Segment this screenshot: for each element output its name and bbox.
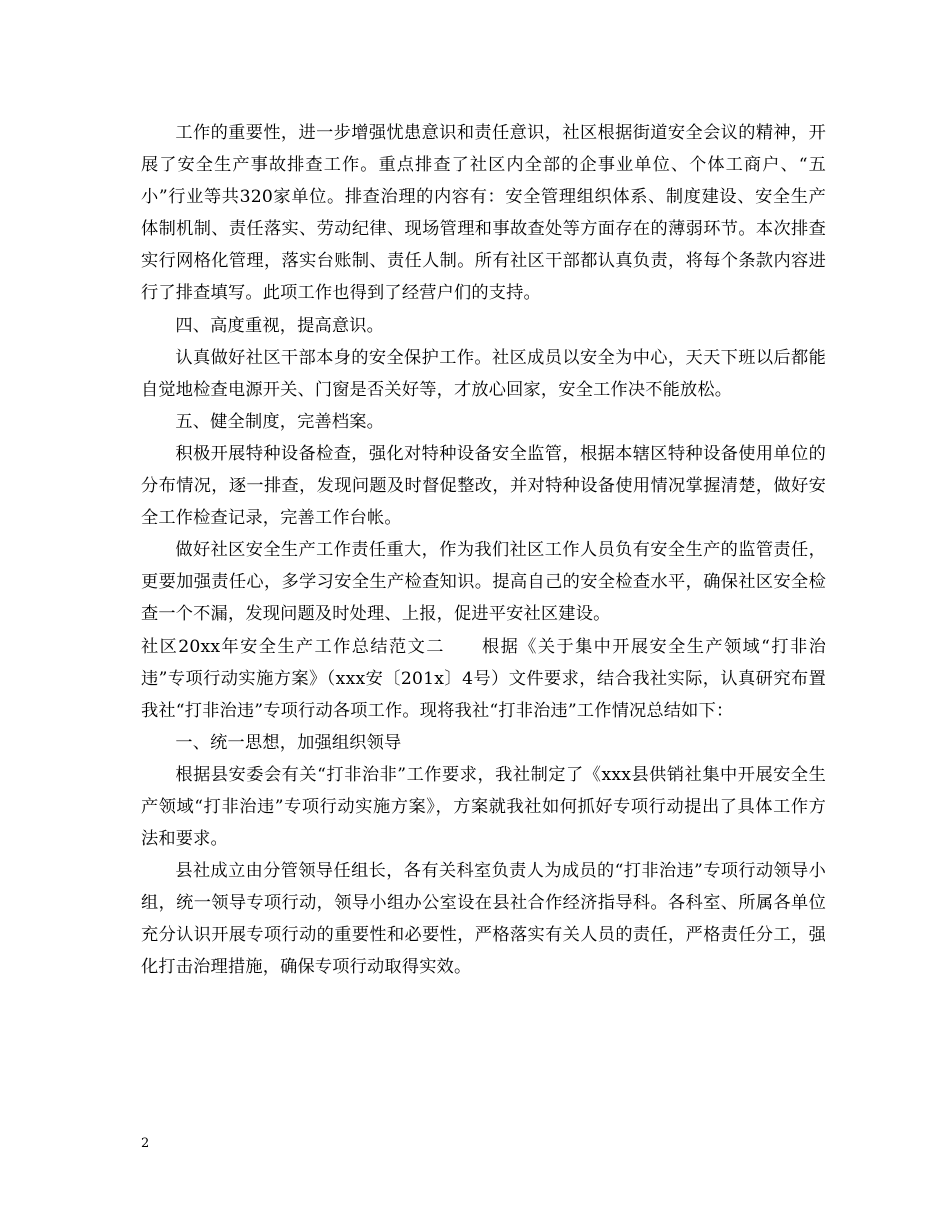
paragraph-3: 积极开展特种设备检查，强化对特种设备安全监管，根据本辖区特种设备使用单位的分布情况，逐一排查，发现问题及时督促整改，并对特种设备使用情况掌握清楚，做好安全工作检查记录，完善工作台帐。: [141, 443, 826, 529]
document-body: [141, 117, 826, 984]
paragraph-5: 社区20xx年安全生产工作总结范文二 根据《关于集中开展安全生产领域“打非治违”专项行动实施方案》（xxx安〔201x〕4号）文件要求，结合我社实际，认真研究布置我社“打非治违”专项行动各项工作。现将我社“打非治违”工作情况总结如下：: [141, 636, 826, 721]
heading-section-5: 五、健全制度，完善档案。: [175, 411, 385, 432]
paragraph-1: 工作的重要性，进一步增强忧患意识和责任意识，社区根据街道安全会议的精神，开展了安全生产事故排查工作。重点排查了社区内全部的企事业单位、个体工商户、“五小”行业等共320家单位。排查治理的内容有：安全管理组织体系、制度建设、安全生产体制机制、责任落实、劳动纪律、现场管理和事故查处等方面存在的薄弱环节。本次排查实行网格化管理，落实台账制、责任人制。所有社区干部都认真负责，将每个条款内容进行了排查填写。此项工作也得到了经营户们的支持。: [141, 123, 826, 304]
heading-section-4: 四、高度重视，提高意识。: [175, 315, 385, 336]
paragraph-2: 认真做好社区干部本身的安全保护工作。社区成员以安全为中心，天天下班以后都能自觉地检查电源开关、门窗是否关好等，才放心回家，安全工作决不能放松。: [141, 347, 826, 400]
paragraph-7: 县社成立由分管领导任组长，各有关科室负责人为成员的“打非治违”专项行动领导小组，统一领导专项行动，领导小组办公室设在县社合作经济指导科。各科室、所属各单位充分认识开展专项行动的重要性和必要性，严格落实有关人员的责任，严格责任分工，强化打击治理措施，确保专项行动取得实效。: [141, 861, 826, 978]
paragraph-6: 根据县安委会有关“打非治非”工作要求，我社制定了《xxx县供销社集中开展安全生产领域“打非治违”专项行动实施方案》，方案就我社如何抓好专项行动提出了具体工作方法和要求。: [141, 764, 826, 850]
heading-section-1: 一、统一思想，加强组织领导: [175, 732, 402, 753]
paragraph-4: 做好社区安全生产工作责任重大，作为我们社区工作人员负有安全生产的监管责任，更要加强责任心，多学习安全生产检查知识。提高自己的安全检查水平，确保社区安全检查一个不漏，发现问题及时处理、上报，促进平安社区建设。: [141, 540, 826, 625]
page-number: 2: [141, 1136, 150, 1151]
